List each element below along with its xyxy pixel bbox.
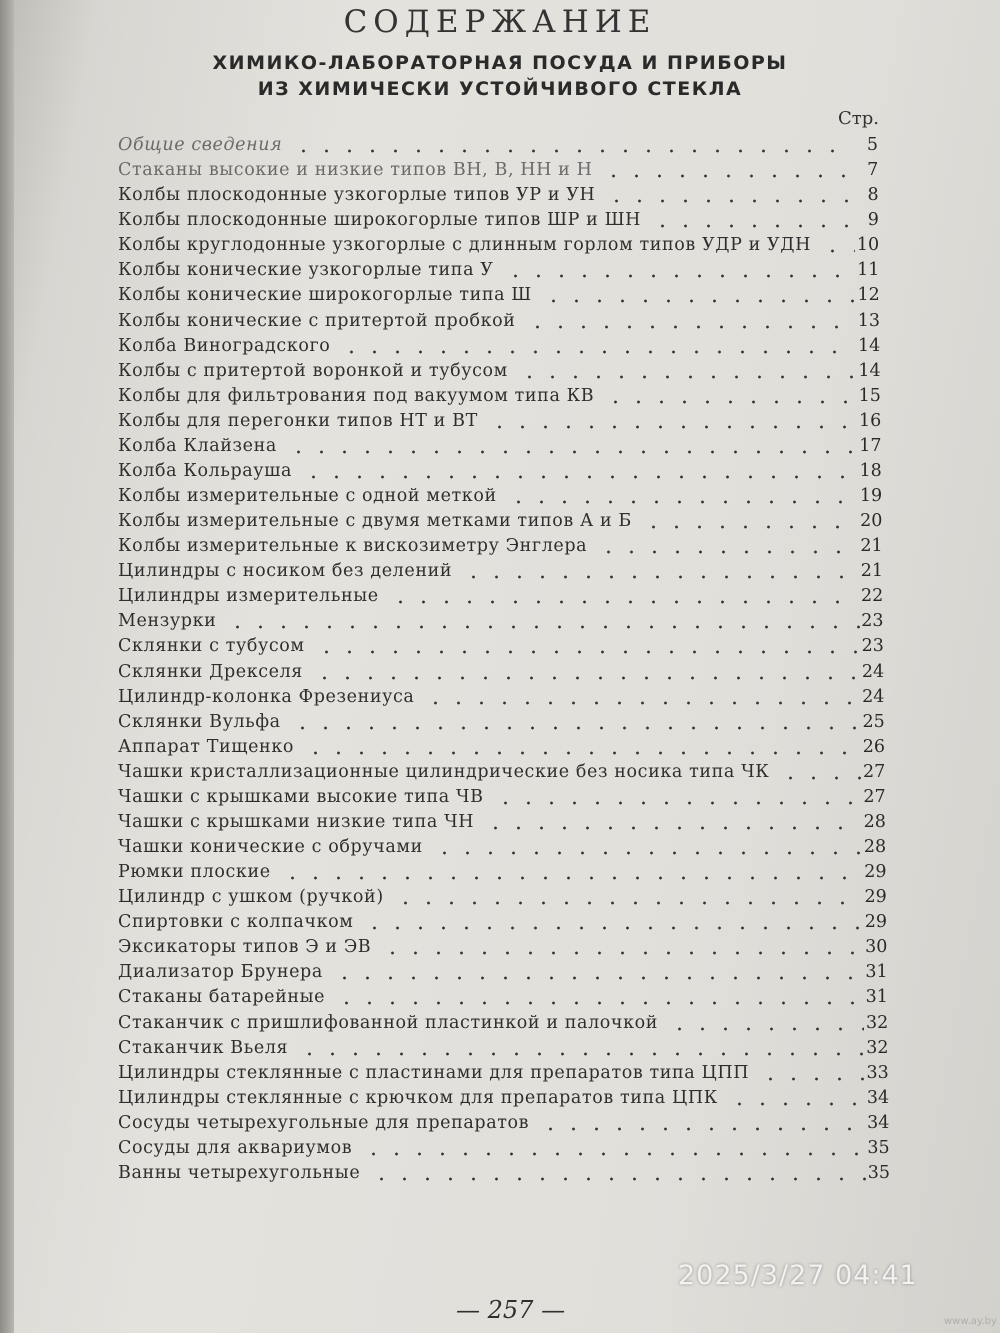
toc-entry bbox=[0, 987, 1000, 1013]
toc-leader-dots bbox=[381, 937, 863, 957]
toc-entry-title: Ванны четырехугольные bbox=[118, 1163, 361, 1183]
toc-leader-dots bbox=[504, 260, 856, 280]
toc-entry-page: 5 bbox=[866, 135, 878, 155]
toc-entry-page: 29 bbox=[864, 862, 887, 883]
toc-leader-dots bbox=[604, 386, 857, 406]
toc-entry bbox=[0, 536, 1000, 562]
toc-leader-dots bbox=[507, 486, 858, 506]
toc-entry-title: Стаканы батарейные bbox=[118, 987, 326, 1008]
toc-leader-dots bbox=[433, 837, 862, 857]
toc-leader-dots bbox=[304, 737, 861, 757]
toc-entry bbox=[0, 135, 1000, 161]
toc-entry bbox=[0, 712, 1000, 738]
toc-entry-title: Колбы конические узкогорлые типа У bbox=[118, 260, 494, 281]
toc-entry bbox=[0, 461, 1000, 487]
site-watermark: www.ay.by bbox=[944, 1316, 997, 1327]
toc-leader-dots bbox=[291, 712, 861, 732]
toc-leader-dots bbox=[394, 887, 863, 907]
toc-leader-dots bbox=[488, 411, 857, 431]
toc-entry-title: Колбы плоскодонные узкогорлые типов УР и УН bbox=[118, 185, 596, 206]
toc-leader-dots bbox=[363, 912, 863, 932]
toc-entry-page: 13 bbox=[857, 310, 881, 331]
toc-leader-dots bbox=[779, 762, 861, 782]
toc-entry-page: 17 bbox=[859, 435, 882, 456]
toc-entry-title: Чашки конические с обручами bbox=[118, 837, 423, 858]
toc-entry bbox=[0, 1163, 1000, 1189]
toc-leader-dots bbox=[281, 862, 863, 882]
contents-title: СОДЕРЖАНИЕ bbox=[343, 4, 657, 40]
toc-entry-title: Цилиндры измерительные bbox=[118, 586, 379, 607]
toc-entry-title: Чашки с крышками низкие типа ЧН bbox=[118, 811, 475, 832]
toc-entry-title: Общие сведения bbox=[118, 135, 283, 155]
toc-entry-page: 28 bbox=[863, 837, 887, 858]
toc-entry bbox=[0, 662, 1000, 688]
toc-leader-dots bbox=[518, 361, 857, 381]
toc-entry-page: 19 bbox=[859, 486, 883, 507]
toc-leader-dots bbox=[335, 987, 864, 1007]
toc-entry bbox=[0, 762, 1000, 788]
toc-entry-title: Цилиндры с носиком без делений bbox=[118, 561, 453, 582]
toc-entry-page: 20 bbox=[860, 511, 883, 532]
toc-entry bbox=[0, 1063, 1000, 1089]
toc-entry-page: 31 bbox=[865, 962, 888, 983]
toc-entry bbox=[0, 862, 1000, 888]
toc-entry-title: Чашки с крышками высокие типа ЧВ bbox=[118, 786, 484, 807]
toc-entry-title: Сосуды для аквариумов bbox=[118, 1137, 353, 1158]
toc-entry-page: 10 bbox=[856, 235, 880, 256]
toc-entry-title: Стаканы высокие и низкие типов ВН, В, НН и Н bbox=[118, 160, 593, 181]
section-heading-line2: ИЗ ХИМИЧЕСКИ УСТОЙЧИВОГО СТЕКЛА bbox=[257, 78, 743, 100]
toc-entry-page: 11 bbox=[857, 260, 880, 281]
toc-entry bbox=[0, 411, 1000, 437]
toc-entry-page: 7 bbox=[867, 160, 879, 181]
toc-entry bbox=[0, 235, 1000, 261]
toc-entry-title: Склянки с тубусом bbox=[118, 636, 305, 657]
toc-entry-page: 16 bbox=[858, 410, 882, 431]
toc-leader-dots bbox=[313, 662, 860, 682]
toc-entry-title: Колбы с притертой воронкой и тубусом bbox=[118, 360, 508, 381]
toc-entry bbox=[0, 210, 1000, 236]
toc-entry bbox=[0, 1113, 1000, 1139]
toc-entry-page: 23 bbox=[861, 636, 884, 657]
toc-entry-title: Цилиндр с ушком (ручкой) bbox=[118, 887, 384, 908]
toc-entry-page: 8 bbox=[867, 185, 879, 206]
toc-entry bbox=[0, 511, 1000, 537]
toc-entry-page: 31 bbox=[865, 987, 888, 1008]
toc-entry-page: 28 bbox=[863, 811, 886, 832]
toc-entry-title: Колбы для фильтрования под вакуумом типа КВ bbox=[118, 385, 595, 406]
toc-leader-dots bbox=[333, 962, 864, 982]
toc-entry-title: Колба Кольрауша bbox=[118, 460, 293, 481]
toc-entry bbox=[0, 1013, 1000, 1039]
toc-entry-page: 12 bbox=[857, 285, 880, 306]
page-number: — 257 — bbox=[456, 1296, 566, 1324]
toc-leader-dots bbox=[362, 1138, 865, 1158]
toc-entry bbox=[0, 160, 1000, 186]
toc-leader-dots bbox=[298, 1038, 864, 1058]
toc-entry-title: Сосуды четырехугольные для препаратов bbox=[118, 1112, 530, 1133]
toc-entry bbox=[0, 812, 1000, 838]
toc-entry-title: Рюмки плоские bbox=[118, 862, 271, 883]
pages-column-header: Стр. bbox=[838, 108, 879, 129]
toc-leader-dots bbox=[462, 561, 859, 581]
toc-leader-dots bbox=[292, 135, 854, 155]
toc-entry-title: Цилиндр-колонка Фрезениуса bbox=[118, 686, 415, 707]
toc-entry-title: Стаканчик Вьеля bbox=[118, 1037, 289, 1058]
toc-leader-dots bbox=[668, 1013, 864, 1033]
toc-entry-page: 9 bbox=[867, 210, 879, 231]
toc-entry-title: Колба Виноградского bbox=[118, 335, 331, 356]
toc-entry bbox=[0, 837, 1000, 863]
toc-entry bbox=[0, 611, 1000, 637]
toc-entry-title: Стаканчик с пришлифованной пластинкой и палочкой bbox=[118, 1012, 659, 1033]
toc-entry-page: 14 bbox=[858, 360, 881, 381]
toc-entry-page: 26 bbox=[862, 736, 886, 757]
toc-entry-title: Колбы конические с притертой пробкой bbox=[118, 310, 516, 331]
toc-entry-page: 32 bbox=[865, 1012, 889, 1033]
toc-entry-page: 27 bbox=[863, 761, 886, 782]
toc-entry-page: 25 bbox=[862, 711, 885, 732]
toc-entry bbox=[0, 937, 1000, 963]
toc-leader-dots bbox=[526, 311, 857, 331]
toc-leader-dots bbox=[424, 687, 860, 707]
toc-leader-dots bbox=[542, 285, 856, 305]
toc-entry bbox=[0, 887, 1000, 913]
toc-entry bbox=[0, 361, 1000, 387]
toc-entry bbox=[0, 436, 1000, 462]
toc-entry-page: 34 bbox=[867, 1112, 890, 1133]
toc-entry bbox=[0, 912, 1000, 938]
toc-entry-page: 24 bbox=[861, 661, 885, 682]
toc-entry-page: 23 bbox=[861, 611, 884, 632]
toc-entry bbox=[0, 636, 1000, 662]
toc-entry-page: 35 bbox=[867, 1137, 890, 1158]
toc-entry bbox=[0, 586, 1000, 612]
toc-entry-page: 15 bbox=[858, 385, 881, 406]
toc-leader-dots bbox=[287, 436, 858, 456]
toc-entry-page: 32 bbox=[866, 1037, 889, 1058]
toc-leader-dots bbox=[315, 636, 860, 656]
toc-entry-page: 21 bbox=[860, 561, 883, 582]
toc-entry bbox=[0, 486, 1000, 512]
toc-entry-title: Колбы плоскодонные широкогорлые типов ШР и ШН bbox=[118, 210, 642, 231]
toc-entry-page: 29 bbox=[864, 912, 888, 933]
toc-entry-page: 29 bbox=[864, 887, 887, 908]
toc-entry bbox=[0, 260, 1000, 286]
section-heading-line1: ХИМИКО-ЛАБОРАТОРНАЯ ПОСУДА И ПРИБОРЫ bbox=[212, 52, 788, 74]
toc-entry-title: Цилиндры стеклянные с пластинами для препаратов типа ЦПП bbox=[118, 1062, 750, 1083]
toc-leader-dots bbox=[370, 1163, 866, 1183]
toc-entry-page: 21 bbox=[860, 536, 883, 557]
photo-timestamp: 2025/3/27 04:41 bbox=[678, 1260, 918, 1291]
toc-leader-dots bbox=[728, 1088, 865, 1108]
toc-entry-title: Диализатор Брунера bbox=[118, 962, 323, 983]
toc-entry-title: Колбы круглодонные узкогорлые с длинным горлом типов УДР и УДН bbox=[118, 235, 811, 256]
toc-entry-title: Цилиндры стеклянные с крючком для препаратов типа ЦПК bbox=[118, 1087, 718, 1108]
toc-entry bbox=[0, 285, 1000, 311]
toc-leader-dots bbox=[602, 160, 854, 180]
toc-entry-title: Аппарат Тищенко bbox=[118, 736, 294, 757]
toc-entry-page: 22 bbox=[860, 586, 884, 607]
toc-leader-dots bbox=[605, 185, 854, 205]
toc-entry-page: 14 bbox=[858, 335, 881, 356]
toc-entry-title: Колбы измерительные с двумя метками типов А и Б bbox=[118, 511, 632, 532]
toc-leader-dots bbox=[539, 1113, 865, 1133]
toc-leader-dots bbox=[302, 461, 858, 481]
toc-entry bbox=[0, 561, 1000, 587]
toc-leader-dots bbox=[597, 536, 858, 556]
toc-entry-title: Чашки кристаллизационные цилиндрические без носика типа ЧК bbox=[118, 761, 770, 782]
toc-entry-title: Мензурки bbox=[118, 611, 217, 632]
toc-entry bbox=[0, 1038, 1000, 1064]
toc-leader-dots bbox=[389, 586, 860, 606]
toc-leader-dots bbox=[494, 787, 862, 807]
toc-leader-dots bbox=[340, 336, 856, 356]
toc-entry-title: Колбы измерительные с одной меткой bbox=[118, 486, 497, 507]
toc-entry bbox=[0, 185, 1000, 211]
toc-entry bbox=[0, 787, 1000, 813]
toc-entry-title: Колбы измерительные к вискозиметру Энглера bbox=[118, 536, 588, 557]
toc-entry-title: Колбы конические широкогорлые типа Ш bbox=[118, 285, 532, 306]
toc-entry bbox=[0, 737, 1000, 763]
toc-leader-dots bbox=[642, 511, 858, 531]
toc-entry-page: 34 bbox=[866, 1087, 890, 1108]
toc-entry bbox=[0, 336, 1000, 362]
toc-leader-dots bbox=[759, 1063, 865, 1083]
toc-entry-title: Склянки Вульфа bbox=[118, 711, 281, 732]
toc-leader-dots bbox=[226, 611, 859, 631]
toc-entry-page: 33 bbox=[866, 1062, 889, 1083]
toc-entry bbox=[0, 687, 1000, 713]
toc-entry bbox=[0, 386, 1000, 412]
toc-entry-page: 35 bbox=[867, 1163, 890, 1183]
toc-entry-page: 18 bbox=[859, 460, 882, 481]
toc-entry-title: Склянки Дрекселя bbox=[118, 661, 303, 682]
toc-entry-title: Колбы для перегонки типов НТ и ВТ bbox=[118, 410, 478, 431]
toc-leader-dots bbox=[484, 812, 862, 832]
toc-entry-title: Колба Клайзена bbox=[118, 435, 277, 456]
toc-entry bbox=[0, 962, 1000, 988]
toc-entry-title: Эксикаторы типов Э и ЭВ bbox=[118, 937, 372, 958]
toc-entry-page: 30 bbox=[865, 937, 888, 958]
toc-entry-page: 27 bbox=[863, 786, 886, 807]
toc-entry-title: Спиртовки с колпачком bbox=[118, 912, 354, 933]
toc-entry bbox=[0, 311, 1000, 337]
toc-entry-page: 24 bbox=[862, 686, 885, 707]
toc-entry bbox=[0, 1088, 1000, 1114]
toc-entry bbox=[0, 1138, 1000, 1164]
toc-leader-dots bbox=[651, 210, 855, 230]
